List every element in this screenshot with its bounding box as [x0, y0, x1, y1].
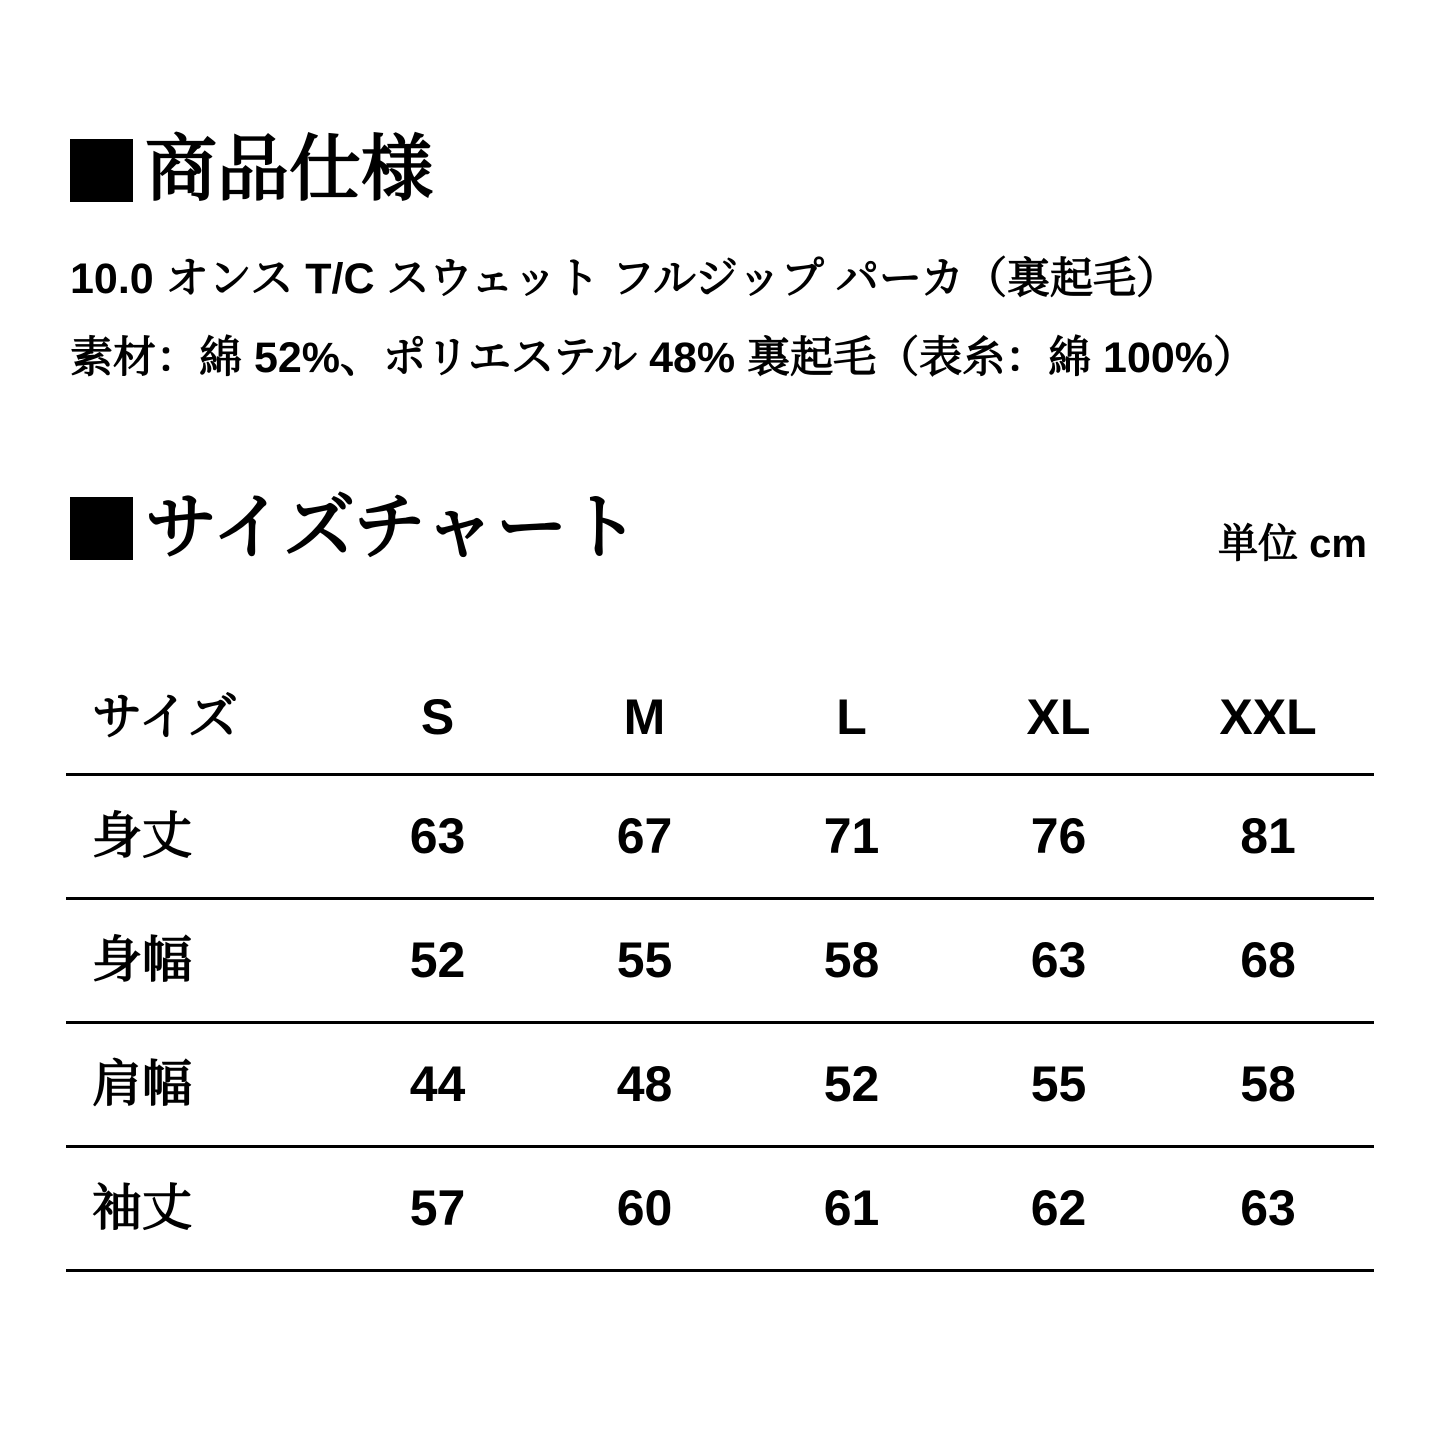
- table-row-sleeve-length: [66, 1146, 1374, 1270]
- black-square-icon: [70, 139, 133, 202]
- product-spec-title: 商品仕様: [145, 130, 434, 210]
- column-header-m: M: [541, 662, 748, 774]
- column-header-s: S: [334, 662, 541, 774]
- size-chart-table: [66, 662, 1374, 1272]
- row-label: 肩幅: [66, 1022, 334, 1146]
- cell-value: 57: [334, 1146, 541, 1270]
- cell-value: 58: [748, 898, 955, 1022]
- cell-value: 63: [955, 898, 1162, 1022]
- size-chart-heading: [70, 488, 640, 568]
- black-square-icon: [70, 497, 133, 560]
- material-line: 素材：綿 52%、ポリエステル 48% 裏起毛（表糸：綿 100%）: [70, 334, 1257, 382]
- column-header-xl: XL: [955, 662, 1162, 774]
- cell-value: 55: [955, 1022, 1162, 1146]
- row-label: 身丈: [66, 774, 334, 898]
- cell-value: 58: [1162, 1022, 1374, 1146]
- table-row-shoulder-width: [66, 1022, 1374, 1146]
- cell-value: 81: [1162, 774, 1374, 898]
- row-label: 身幅: [66, 898, 334, 1022]
- product-spec-heading: [70, 130, 434, 210]
- product-name-line: 10.0 オンス T/C スウェット フルジップ パーカ（裏起毛）: [70, 255, 1180, 303]
- size-chart-title: サイズチャート: [145, 488, 640, 568]
- cell-value: 52: [748, 1022, 955, 1146]
- cell-value: 52: [334, 898, 541, 1022]
- cell-value: 71: [748, 774, 955, 898]
- column-header-xxl: XXL: [1162, 662, 1374, 774]
- column-header-l: L: [748, 662, 955, 774]
- cell-value: 60: [541, 1146, 748, 1270]
- table-row-body-length: [66, 774, 1374, 898]
- size-chart-header-row: [66, 662, 1374, 774]
- cell-value: 63: [334, 774, 541, 898]
- cell-value: 62: [955, 1146, 1162, 1270]
- cell-value: 76: [955, 774, 1162, 898]
- unit-label: 単位 cm: [1218, 522, 1367, 566]
- cell-value: 55: [541, 898, 748, 1022]
- cell-value: 48: [541, 1022, 748, 1146]
- column-header-size: サイズ: [66, 662, 334, 774]
- row-label: 袖丈: [66, 1146, 334, 1270]
- cell-value: 61: [748, 1146, 955, 1270]
- cell-value: 44: [334, 1022, 541, 1146]
- cell-value: 67: [541, 774, 748, 898]
- cell-value: 63: [1162, 1146, 1374, 1270]
- table-row-body-width: [66, 898, 1374, 1022]
- cell-value: 68: [1162, 898, 1374, 1022]
